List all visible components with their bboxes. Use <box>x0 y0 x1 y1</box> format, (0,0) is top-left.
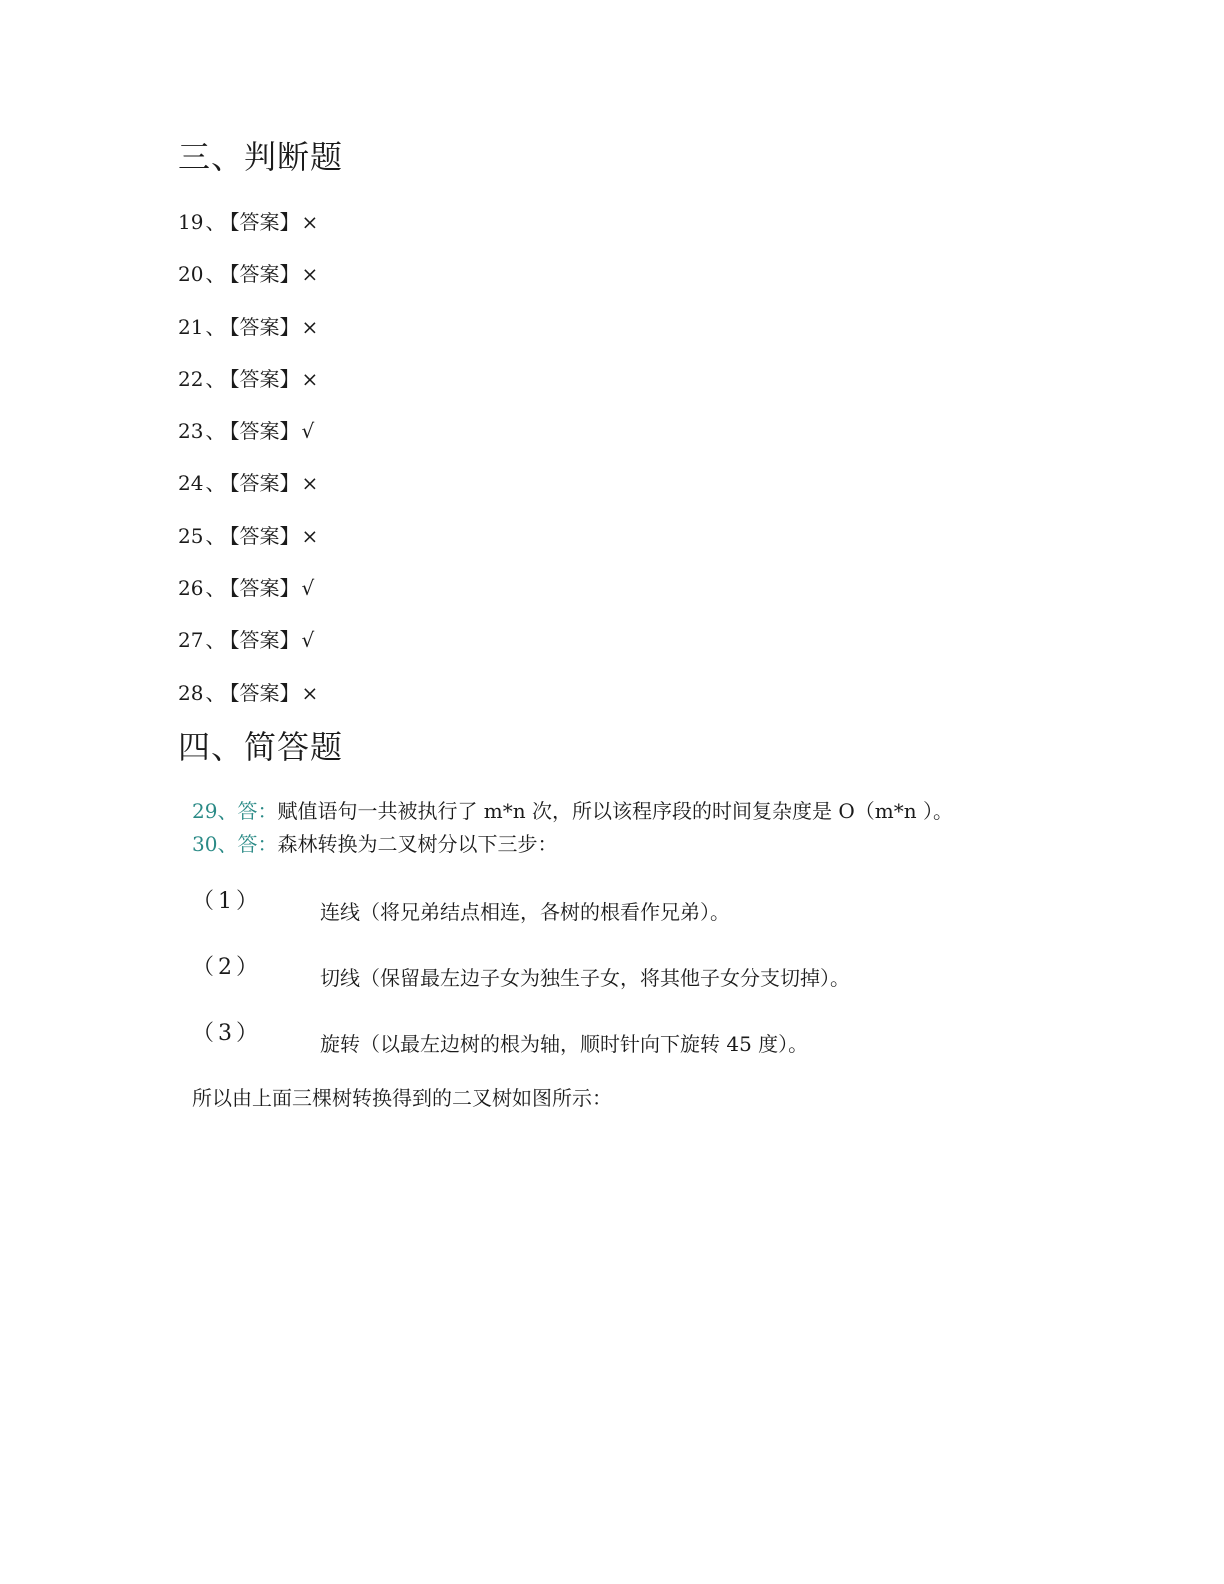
separator: 、 <box>205 262 226 287</box>
separator: 、 <box>205 576 226 601</box>
separator: 、 <box>205 680 226 705</box>
answer-30-text: 森林转换为二叉树分以下三步： <box>277 832 558 856</box>
question-number: 24 <box>178 471 204 496</box>
answer-30-prefix: 30、答： <box>192 832 278 856</box>
answer-mark: √ <box>301 576 315 601</box>
answer-tag: 【答案】 <box>229 471 300 496</box>
question-number: 21 <box>178 314 204 339</box>
step-1 <box>192 884 992 924</box>
step-2 <box>192 950 992 990</box>
step-3-text: 旋转（以最左边树的根为轴，顺时针向下旋转 45 度）。 <box>320 1032 809 1056</box>
answer-mark: × <box>301 471 319 496</box>
separator: 、 <box>205 523 226 548</box>
list-item <box>178 676 318 728</box>
answer-mark: × <box>301 523 319 548</box>
answer-tag: 【答案】 <box>229 628 300 653</box>
answer-tag: 【答案】 <box>229 680 300 705</box>
answer-29-text: 赋值语句一共被执行了 m*n 次，所以该程序段的时间复杂度是 O（m*n ）。 <box>277 799 953 823</box>
list-item <box>178 466 318 518</box>
answer-tag: 【答案】 <box>229 366 300 391</box>
step-3 <box>192 1016 992 1056</box>
separator: 、 <box>205 419 226 444</box>
list-item <box>178 571 318 623</box>
separator: 、 <box>205 366 226 391</box>
answer-mark: × <box>301 366 319 391</box>
answer-tag: 【答案】 <box>229 576 300 601</box>
list-item <box>178 414 318 466</box>
separator: 、 <box>205 314 226 339</box>
list-item <box>178 205 318 257</box>
answer-tag: 【答案】 <box>229 314 300 339</box>
step-3-number: （3） <box>192 1021 262 1046</box>
list-item <box>178 362 318 414</box>
answer-mark: √ <box>301 628 315 653</box>
question-number: 19 <box>178 210 204 234</box>
list-item <box>178 310 318 362</box>
answer-tag: 【答案】 <box>229 523 300 548</box>
question-number: 25 <box>178 523 204 548</box>
answer-29-prefix: 29、答： <box>192 799 278 823</box>
answer-mark: × <box>301 314 319 339</box>
separator: 、 <box>205 628 226 653</box>
step-1-number: （1） <box>192 889 262 914</box>
list-item <box>178 257 318 309</box>
answer-tag: 【答案】 <box>229 419 300 444</box>
answer-tag: 【答案】 <box>229 262 300 287</box>
answer-tag: 【答案】 <box>229 210 300 234</box>
list-item <box>178 623 318 675</box>
separator: 、 <box>205 210 226 234</box>
question-number: 28 <box>178 680 204 705</box>
question-number: 26 <box>178 576 204 601</box>
judgement-answer-list <box>178 205 318 728</box>
question-number: 20 <box>178 262 204 287</box>
question-number: 22 <box>178 366 204 391</box>
step-1-text: 连线（将兄弟结点相连，各树的根看作兄弟）。 <box>320 900 730 924</box>
section-3-title: 三、判断题 <box>178 138 344 176</box>
answer-mark: × <box>301 210 319 234</box>
step-2-text: 切线（保留最左边子女为独生子女，将其他子女分支切掉）。 <box>320 966 850 990</box>
answer-30 <box>192 830 557 858</box>
answer-mark: × <box>301 680 319 705</box>
answer-29 <box>192 797 953 825</box>
conclusion-text: 所以由上面三棵树转换得到的二叉树如图所示： <box>192 1086 612 1110</box>
answer-mark: √ <box>301 419 315 444</box>
question-number: 27 <box>178 628 204 653</box>
list-item <box>178 519 318 571</box>
question-number: 23 <box>178 419 204 444</box>
section-4-title: 四、简答题 <box>178 728 344 766</box>
separator: 、 <box>205 471 226 496</box>
answer-mark: × <box>301 262 319 287</box>
step-2-number: （2） <box>192 955 262 980</box>
